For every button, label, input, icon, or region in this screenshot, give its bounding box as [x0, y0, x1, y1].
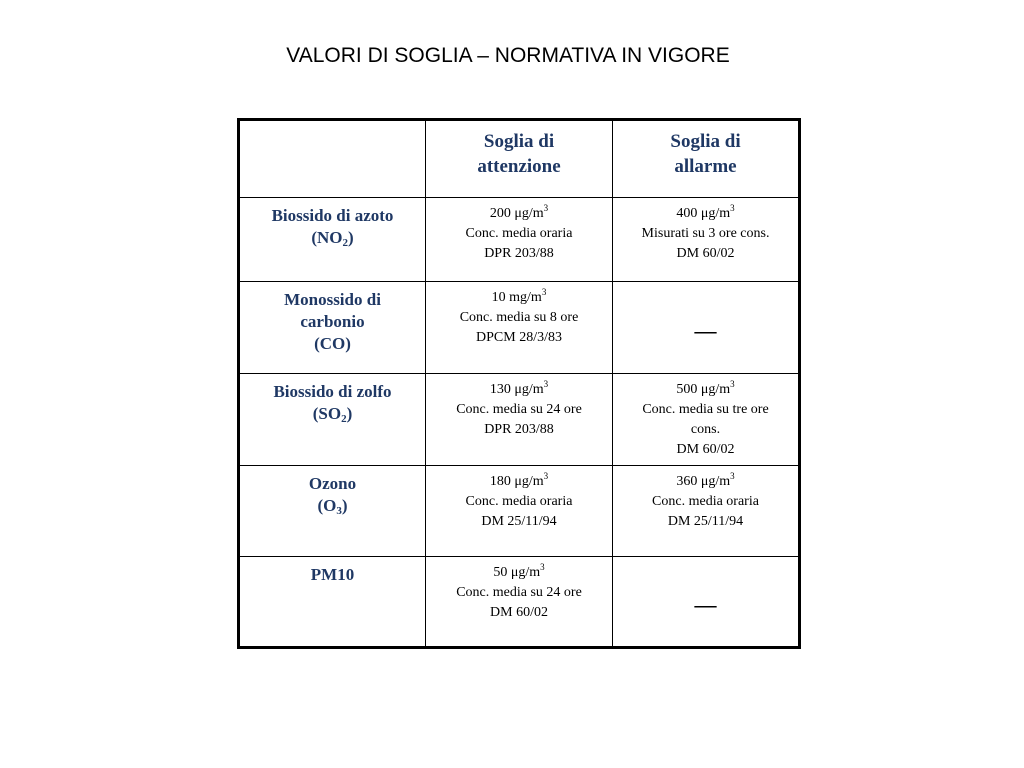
formula-close: )	[346, 404, 353, 423]
threshold-reference: DPCM 28/3/83	[476, 330, 562, 345]
attention-co	[426, 282, 613, 374]
pollutant-no2	[239, 198, 426, 282]
header-alarm-threshold	[613, 120, 800, 198]
header-attention-line1: Soglia di	[483, 131, 555, 152]
threshold-description: Conc. media oraria	[465, 226, 573, 241]
threshold-reference: DM 60/02	[490, 605, 548, 620]
table-row-o3	[239, 466, 800, 557]
pollutant-name-line1: Monossido di	[284, 290, 381, 309]
threshold-description: Conc. media oraria	[465, 494, 573, 509]
table-row-no2	[239, 198, 800, 282]
slide-title: VALORI DI SOGLIA – NORMATIVA IN VIGORE	[286, 44, 730, 67]
value-exponent: 3	[543, 203, 549, 213]
threshold-value	[613, 380, 798, 400]
header-attention-threshold	[426, 120, 613, 198]
threshold-reference: DM 60/02	[676, 442, 735, 457]
alarm-no2	[613, 198, 800, 282]
pollutant-formula	[240, 495, 425, 517]
threshold-value	[426, 288, 612, 308]
threshold-description-line2: cons.	[690, 422, 721, 437]
table-row-co	[239, 282, 800, 374]
attention-o3	[426, 466, 613, 557]
pollutant-formula	[240, 227, 425, 249]
formula-open: (SO	[312, 404, 342, 423]
threshold-value	[426, 380, 612, 400]
value-exponent: 3	[543, 471, 549, 481]
value-exponent: 3	[730, 379, 735, 389]
threshold-value	[426, 563, 612, 583]
value-exponent: 3	[730, 471, 735, 481]
threshold-value	[613, 204, 798, 224]
threshold-description-line1: Conc. media su tre ore	[642, 402, 769, 417]
pollutant-so2	[239, 374, 426, 466]
formula-subscript: 2	[342, 237, 348, 249]
header-attention-line2: attenzione	[477, 156, 561, 177]
formula-open: (O	[317, 496, 337, 515]
pollutant-name: Biossido di zolfo	[273, 382, 392, 401]
value-exponent: 3	[543, 379, 549, 389]
pollutant-name: Ozono	[308, 474, 357, 493]
threshold-reference: DPR 203/88	[484, 246, 554, 261]
attention-no2	[426, 198, 613, 282]
alarm-co-none: —	[613, 282, 800, 374]
pollutant-formula: (CO)	[314, 334, 351, 353]
threshold-value	[426, 204, 612, 224]
value-text: 360 μg/m	[676, 474, 731, 489]
pollutant-name: PM10	[310, 565, 355, 584]
formula-close: )	[341, 496, 348, 515]
value-text: 500 μg/m	[676, 382, 731, 397]
value-text: 400 μg/m	[676, 206, 731, 221]
value-text: 130 μg/m	[489, 382, 544, 397]
pollutant-co	[239, 282, 426, 374]
value-text: 50 μg/m	[493, 565, 541, 580]
alarm-pm10-none: —	[613, 557, 800, 648]
formula-close: )	[348, 228, 354, 247]
threshold-description: Misurati su 3 ore cons.	[641, 226, 770, 241]
formula-subscript: 2	[341, 413, 347, 425]
header-alarm-line1: Soglia di	[670, 131, 741, 152]
threshold-reference: DM 60/02	[676, 246, 735, 261]
threshold-reference: DM 25/11/94	[667, 514, 744, 529]
pollutant-name: Biossido di azoto	[271, 206, 394, 225]
header-corner-cell	[239, 120, 426, 198]
pollutant-o3	[239, 466, 426, 557]
threshold-value	[426, 472, 612, 492]
table-row-so2	[239, 374, 800, 466]
pollutant-pm10	[239, 557, 426, 648]
value-text: 10 mg/m	[491, 290, 542, 305]
value-exponent: 3	[730, 203, 735, 213]
value-exponent: 3	[540, 562, 545, 572]
threshold-description: Conc. media su 8 ore	[459, 310, 579, 325]
value-text: 180 μg/m	[489, 474, 544, 489]
pollutant-name-line2: carbonio	[300, 312, 365, 331]
header-alarm-line2: allarme	[674, 156, 737, 177]
threshold-reference: DPR 203/88	[484, 422, 554, 437]
table-row-pm10	[239, 557, 800, 648]
attention-pm10	[426, 557, 613, 648]
threshold-description: Conc. media su 24 ore	[456, 402, 582, 417]
alarm-o3	[613, 466, 800, 557]
formula-open: (NO	[311, 228, 343, 247]
thresholds-table	[237, 118, 801, 649]
pollutant-formula	[240, 403, 425, 425]
threshold-reference: DM 25/11/94	[481, 514, 557, 529]
threshold-value	[613, 472, 798, 492]
value-exponent: 3	[541, 287, 547, 297]
attention-so2	[426, 374, 613, 466]
threshold-description: Conc. media su 24 ore	[456, 585, 582, 600]
threshold-description: Conc. media oraria	[652, 494, 759, 509]
thresholds-table-wrapper	[237, 118, 801, 649]
alarm-so2	[613, 374, 800, 466]
value-text: 200 μg/m	[489, 206, 544, 221]
formula-subscript: 3	[336, 505, 342, 517]
table-header-row	[239, 120, 800, 198]
